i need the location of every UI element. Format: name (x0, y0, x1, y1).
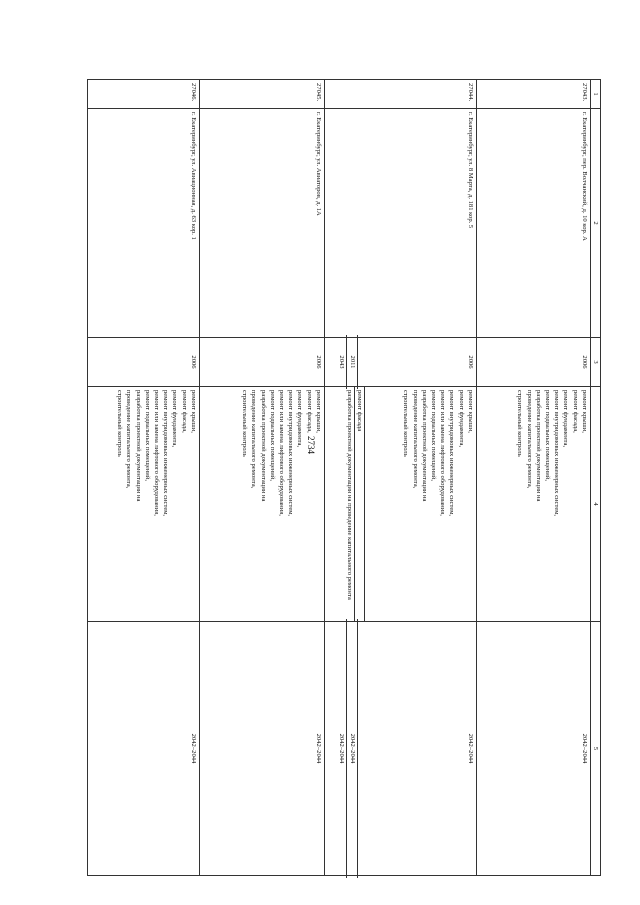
work-item: ремонт фасада, (180, 390, 188, 433)
work-item: ремонт крыши, (189, 390, 197, 433)
work-item: ремонт или замена лифтового оборудования, (152, 390, 160, 516)
row-works (324, 387, 476, 622)
work-item: разработка проектной документации на (134, 390, 142, 502)
row-number: 27044. (324, 80, 476, 109)
work-item: разработка проектной документации на (259, 390, 267, 502)
row-address: г. Екатеринбург, ул. 8 Марта, д. 181 кор. 5 (324, 109, 476, 338)
period-extra: 2042–2044 (347, 619, 357, 878)
year-extra: 2011 (347, 335, 357, 389)
work-item: строительный контроль (402, 390, 410, 457)
work-item: ремонт фасада, (571, 390, 579, 433)
period-main: 2042–2044 (466, 733, 474, 764)
period-extra: 2042–2044 (337, 619, 347, 878)
work-item: ремонт фундамента, (562, 390, 570, 448)
work-item: ремонт внутридомовых инженерных систем, (162, 390, 170, 517)
work-item: ремонт внутридомовых инженерных систем, (448, 390, 456, 517)
work-extra: разработка проектной документации на проведение капитального ремонта (345, 387, 355, 621)
work-item: ремонт фундамента, (457, 390, 465, 448)
work-item: ремонт подвальных помещений, (143, 390, 151, 481)
work-item: ремонт или замена лифтового оборудования, (439, 390, 447, 516)
row-address: г. Екатеринбург, ул. Авиаторов, д. 1А (199, 109, 324, 338)
header-col-1: 1 (590, 80, 600, 109)
work-item: ремонт крыши, (580, 390, 588, 433)
row-address: г. Екатеринбург, пер. Волчанский, д. 10 кор. А (476, 109, 590, 338)
row-year: 2006 (476, 338, 590, 387)
row-period: 2042–2044 (87, 622, 199, 876)
row-works (476, 387, 590, 622)
row-year: 2006 (199, 338, 324, 387)
work-item: строительный контроль (116, 390, 124, 457)
work-item: ремонт фундамента, (296, 390, 304, 448)
table-row (324, 80, 476, 876)
header-col-2: 2 (590, 109, 600, 338)
work-item: разработка проектной документации на (534, 390, 542, 502)
row-number: 27043. (476, 80, 590, 109)
row-number: 27046. (87, 80, 199, 109)
work-item: ремонт внутридомовых инженерных систем, (287, 390, 295, 517)
table-row (476, 80, 590, 876)
row-period: 2042–2044 (476, 622, 590, 876)
work-item: ремонт внутридомовых инженерных систем, (553, 390, 561, 517)
work-item: проведение капитального ремонта, (525, 390, 533, 489)
header-col-3: 3 (590, 338, 600, 387)
work-item: строительный контроль (241, 390, 249, 457)
row-period (324, 622, 476, 876)
row-year (324, 338, 476, 387)
work-item: ремонт подвальных помещений, (268, 390, 276, 481)
work-item: проведение капитального ремонта, (250, 390, 258, 489)
repair-schedule-table (87, 79, 601, 876)
rotated-table-wrapper (88, 79, 601, 840)
page-number: 2734 (306, 436, 316, 454)
work-item: ремонт крыши, (314, 390, 322, 433)
row-year: 2006 (87, 338, 199, 387)
table-header-row (590, 80, 600, 876)
table-row (87, 80, 199, 876)
work-item: проведение капитального ремонта, (411, 390, 419, 489)
header-col-5: 5 (590, 622, 600, 876)
year-main: 2006 (466, 355, 474, 369)
work-item: строительный контроль (516, 390, 524, 457)
work-extra: ремонт фасада (355, 387, 365, 621)
work-item: проведение капитального ремонта, (125, 390, 133, 489)
header-col-4: 4 (590, 387, 600, 622)
table-row (199, 80, 324, 876)
row-period: 2042–2044 (199, 622, 324, 876)
row-number: 27045. (199, 80, 324, 109)
year-extra: 2043 (337, 335, 347, 389)
work-item: ремонт подвальных помещений, (429, 390, 437, 481)
work-item: ремонт крыши, (466, 390, 474, 433)
work-item: разработка проектной документации на (420, 390, 428, 502)
row-works (87, 387, 199, 622)
work-item: ремонт подвальных помещений, (543, 390, 551, 481)
work-item: ремонт или замена лифтового оборудования, (277, 390, 285, 516)
row-works (199, 387, 324, 622)
work-item: ремонт фундамента, (171, 390, 179, 448)
row-address: г. Екатеринбург, ул. Авиационная, д. 63 кор. 1 (87, 109, 199, 338)
work-item: ремонт фасада, (305, 390, 313, 433)
